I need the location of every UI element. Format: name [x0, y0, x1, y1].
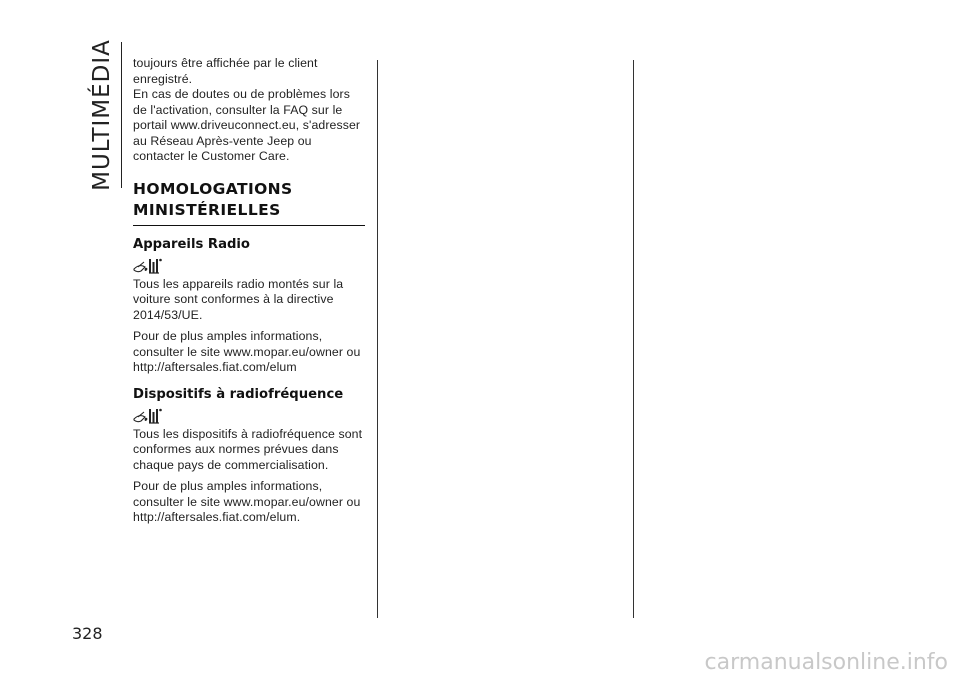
section-title-rule [121, 42, 122, 188]
rf-paragraph-1: Tous les dispositifs à radiofréquence sont conformes aux normes prévues dans chaque pays de commercialisation. [133, 426, 363, 472]
intro-paragraph-2: En cas de doutes ou de problèmes lors de l'activation, consulter la FAQ sur le portail www.driveuconnect.eu, s'adresser au Réseau Après-vente Jeep ou contacter le Customer Care. [133, 87, 361, 163]
hand-book-icon [133, 407, 163, 425]
radio-paragraph-2: Pour de plus amples informations, consulter le site www.mopar.eu/owner ou http://aftersales.fiat.com/elum [133, 329, 361, 374]
content-column-1 [133, 56, 365, 532]
subsection-heading-radio: Appareils Radio [133, 236, 250, 252]
column-divider-1 [377, 60, 378, 618]
watermark-logo: carmanualsonline.info [704, 650, 948, 675]
hand-book-icon [133, 257, 163, 275]
rf-paragraph-2: Pour de plus amples informations, consulter le site www.mopar.eu/owner ou http://aftersales.fiat.com/elum. [133, 479, 361, 524]
subsection-heading-rf: Dispositifs à radiofréquence [133, 386, 344, 402]
section-title-vertical [84, 39, 120, 191]
section-title: MULTIMÉDIA [89, 39, 116, 191]
section-heading: HOMOLOGATIONS MINISTÉRIELLES [133, 179, 365, 226]
intro-paragraph-1: toujours être affichée par le client enregistré. [133, 56, 318, 86]
page-number: 328 [72, 624, 103, 643]
column-divider-2 [633, 60, 634, 618]
radio-paragraph-1: Tous les appareils radio montés sur la voiture sont conformes à la directive 2014/53/UE. [133, 276, 344, 322]
